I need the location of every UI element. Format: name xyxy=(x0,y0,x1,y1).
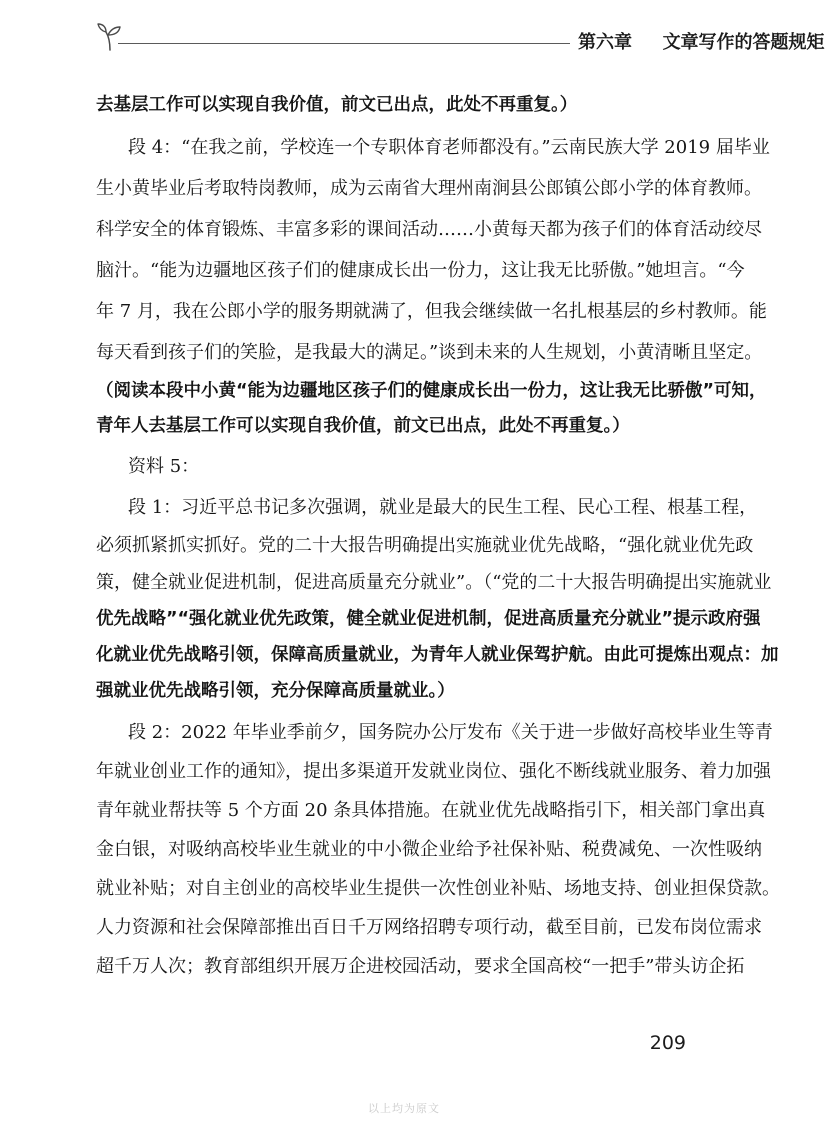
running-header xyxy=(94,20,825,60)
body-line: 段 2：2022 年毕业季前夕，国务院办公厅发布《关于进一步做好高校毕业生等青 xyxy=(128,722,773,743)
chapter-heading xyxy=(578,28,825,54)
annotation-line: 强就业优先战略引领，充分保障高质量就业。） xyxy=(96,681,455,701)
page-number: 209 xyxy=(649,1032,686,1054)
annotation-line: （阅读本段中小黄“能为边疆地区孩子们的健康成长出一份力，这让我无比骄傲”可知， xyxy=(96,381,767,401)
chapter-title: 文章写作的答题规矩 xyxy=(662,32,825,53)
body-line: 生小黄毕业后考取特岗教师，成为云南省大理州南涧县公郎镇公郎小学的体育教师。 xyxy=(96,178,762,199)
body-line: 段 1：习近平总书记多次强调，就业是最大的民生工程、民心工程、根基工程， xyxy=(128,497,758,518)
body-line: 年就业创业工作的通知》，提出多渠道开发就业岗位、强化不断线就业服务、着力加强 xyxy=(96,761,771,782)
mixed-body-line: 策，健全就业促进机制，促进高质量充分就业”。（“党的二十大报告明确提出实施就业 xyxy=(96,572,772,593)
sprout-icon xyxy=(94,20,128,54)
body-line: 超千万人次；教育部组织开展万企进校园活动，要求全国高校“一把手”带头访企拓 xyxy=(96,956,745,977)
body-line: 就业补贴；对自主创业的高校毕业生提供一次性创业补贴、场地支持、创业担保贷款。 xyxy=(96,878,780,899)
body-line: 段 4：“在我之前，学校连一个专职体育老师都没有。”云南民族大学 2019 届毕业 xyxy=(128,137,770,158)
body-line: 每天看到孩子们的笑脸，是我最大的满足。”谈到未来的人生规划，小黄清晰且坚定。 xyxy=(96,342,763,363)
material-heading: 资料 5： xyxy=(128,456,200,477)
body-line: 科学安全的体育锻炼、丰富多彩的课间活动……小黄每天都为孩子们的体育活动绞尽 xyxy=(96,219,762,240)
faint-footer-mark: 以上均为原文 xyxy=(368,1102,440,1115)
body-line: 金白银，对吸纳高校毕业生就业的中小微企业给予社保补贴、税费减免、一次性吸纳 xyxy=(96,839,762,860)
header-rule xyxy=(118,43,570,44)
annotation-line: 化就业优先战略引领，保障高质量就业，为青年人就业保驾护航。由此可提炼出观点：加 xyxy=(96,645,779,665)
body-line: 年 7 月，我在公郎小学的服务期就满了，但我会继续做一名扎根基层的乡村教师。能 xyxy=(96,301,767,322)
chapter-number: 第六章 xyxy=(578,32,632,53)
body-line: 必须抓紧抓实抓好。党的二十大报告明确提出实施就业优先战略，“强化就业优先政 xyxy=(96,535,754,556)
body-line: 脑汁。“能为边疆地区孩子们的健康成长出一份力，这让我无比骄傲。”她坦言。“今 xyxy=(96,260,745,281)
annotation-line: 优先战略”“强化就业优先政策，健全就业促进机制，促进高质量充分就业”提示政府强 xyxy=(96,609,761,629)
annotation-line: 去基层工作可以实现自我价值，前文已出点，此处不再重复。） xyxy=(96,95,578,115)
annotation-line: 青年人去基层工作可以实现自我价值，前文已出点，此处不再重复。） xyxy=(96,416,630,436)
body-line: 人力资源和社会保障部推出百日千万网络招聘专项行动，截至目前，已发布岗位需求 xyxy=(96,917,762,938)
body-line: 青年就业帮扶等 5 个方面 20 条具体措施。在就业优先战略指引下，相关部门拿出真 xyxy=(96,800,766,821)
